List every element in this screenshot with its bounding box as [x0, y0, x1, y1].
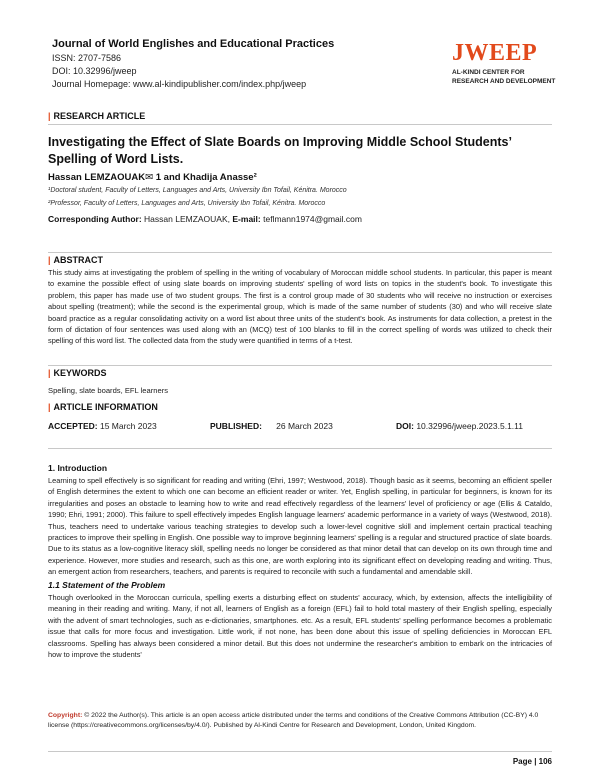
- copyright-notice: [48, 711, 552, 731]
- corresponding-name: Hassan LEMZAOUAK,: [144, 214, 231, 224]
- keywords-text: Spelling, slate boards, EFL learners: [48, 386, 169, 395]
- accent-bar: |: [48, 111, 51, 121]
- keywords-heading: | KEYWORDS: [48, 368, 107, 378]
- divider: [48, 365, 552, 366]
- corresponding-label: Corresponding Author:: [48, 214, 142, 224]
- journal-logo: JWEEP: [452, 40, 538, 66]
- copyright-label: Copyright:: [48, 712, 83, 719]
- article-title: Investigating the Effect of Slate Boards on Improving Middle School Students’ Spelling of Word Lists.: [48, 135, 512, 166]
- email-label: E-mail:: [232, 214, 261, 224]
- second-author: and Khadija Anasse²: [163, 172, 257, 183]
- divider: [48, 124, 552, 125]
- accepted-date: ACCEPTED: 15 March 2023: [48, 421, 157, 431]
- article-type-label: | RESEARCH ARTICLE: [48, 111, 146, 121]
- abstract-text: This study aims at investigating the problem of spelling in the writing of vocabulary of Moroccan middle school students. In particular, this paper is meant to examine the possible effect of using slate boards on improving students' spelling of word lists on topics in the student's book. To investigate this problem, this paper has made use of two student groups. The first is a control group made of 30 students who will receive no instruction or exercises about spelling (treatment); while the second is the experimental group, which is made of the same number of students (30) and who will receive slate board practice as a regular consolidating activity on a word list about three units of the student's book. As instruments for data collection, a pretest in the form of dictation of four sentences was used along with an (MCQ) test of 100 blanks to fill in the correct spelling of words was utilized to check their spelling of this word list. The collected data from the study were quantified in terms of a t-test.: [48, 268, 552, 346]
- journal-logo-subtitle: AL-KINDI CENTER FOR RESEARCH AND DEVELOPMENT: [452, 69, 556, 85]
- first-author: Hassan LEMZAOUAK: [48, 172, 146, 183]
- article-doi: DOI: 10.32996/jweep.2023.5.1.11: [396, 421, 523, 431]
- divider: [48, 252, 552, 253]
- corresponding-author: [48, 214, 362, 224]
- journal-issn: ISSN: 2707-7586: [52, 53, 122, 63]
- email-link[interactable]: teflmann1974@gmail.com: [263, 214, 362, 224]
- published-date: PUBLISHED: 26 March 2023: [210, 421, 333, 431]
- problem-text: Though overlooked in the Moroccan curricula, spelling exerts a disturbing effect on students' accuracy, which, by extension, affects the intelligibility of meaning in their reading and writing. Many, if not all, learners of English as a foreign (EFL) fail to hold total mastery of their English spelling, especially with the advent of smart technologies, such as e-dictionaries, smartphones. etc. As a result, EFL students' spelling performance becomes a problematic issue that calls for more focus and investigation. Little work, if not none, has been done about this issue of spelling deficiencies in Moroccan EFL classrooms. Spelling has always been considered a minor detail. But this does not undermine the researcher's ambition to embark on the intricacies of how to improve the students': [48, 593, 552, 660]
- abstract-heading: | ABSTRACT: [48, 255, 104, 265]
- affiliation-1: ¹Doctoral student, Faculty of Letters, Languages and Arts, University Ibn Tofail, Kénitra. Morocco: [48, 187, 347, 194]
- introduction-heading: 1. Introduction: [48, 463, 108, 473]
- copyright-text: © 2022 the Author(s). This article is an open access article distributed under the terms and conditions of the Creative Commons Attribution (CC-BY) 4.0 license (https://creativecommons.org/licenses/by/4.0/). Published by Al-Kindi Centre for Research and Development, London, United Kingdom.: [48, 712, 539, 729]
- divider: [48, 448, 552, 449]
- accent-bar: |: [48, 255, 51, 265]
- journal-homepage[interactable]: Journal Homepage: www.al-kindipublisher.com/index.php/jweep: [52, 79, 307, 89]
- accent-bar: |: [48, 368, 51, 378]
- journal-title: Journal of World Englishes and Educational Practices: [52, 38, 335, 50]
- page-number: Page | 106: [512, 757, 552, 766]
- affiliation-2: ²Professor, Faculty of Letters, Languages and Arts, University Ibn Tofail, Kénitra. Morocco: [48, 200, 326, 207]
- email-icon: ✉ 1: [145, 172, 162, 183]
- footer-divider: [48, 751, 552, 752]
- problem-heading: 1.1 Statement of the Problem: [48, 580, 166, 590]
- introduction-text: Learning to spell effectively is so significant for reading and writing (Ehri, 1997; Westwood, 2018). Though basic as it seems, becoming an efficient speller of English determines the extent to which one can become an efficient reader or writer. Yet, English spelling, in particular for beginners, is known for its irregularities and poses an obstacle to learning how to write and read effectively regardless of the learners' level of proficiency or age (Ellis & Cataldo, 1990; Ehri, 1991; 2000). This failure to spell effectively impedes English language learners' academic performance in a variety of ways (Westwood, 2018). Thus, teachers need to undertake various teaching strategies to develop such a lower-level cognitive skill and implement certain practical teaching practices to improve their spelling in English. One possible way to improve beginning learners' spelling is a regular and structured practice of slate boards. Due to its status as a low-cognitive literacy skill, spelling needs no longer be considered as that minor detail that can develop on its own through time and experience. However, more studies and research, such as this one, are worth exploring into its significant effect on developing reading and writing. Thus, an emergent action from researchers, teachers, and parents is required to reconcile with such a fundamental and amendable skill.: [48, 476, 552, 577]
- journal-doi: DOI: 10.32996/jweep: [52, 66, 137, 76]
- author-line: [48, 172, 257, 183]
- article-info-heading: | ARTICLE INFORMATION: [48, 402, 158, 412]
- accent-bar: |: [48, 402, 51, 412]
